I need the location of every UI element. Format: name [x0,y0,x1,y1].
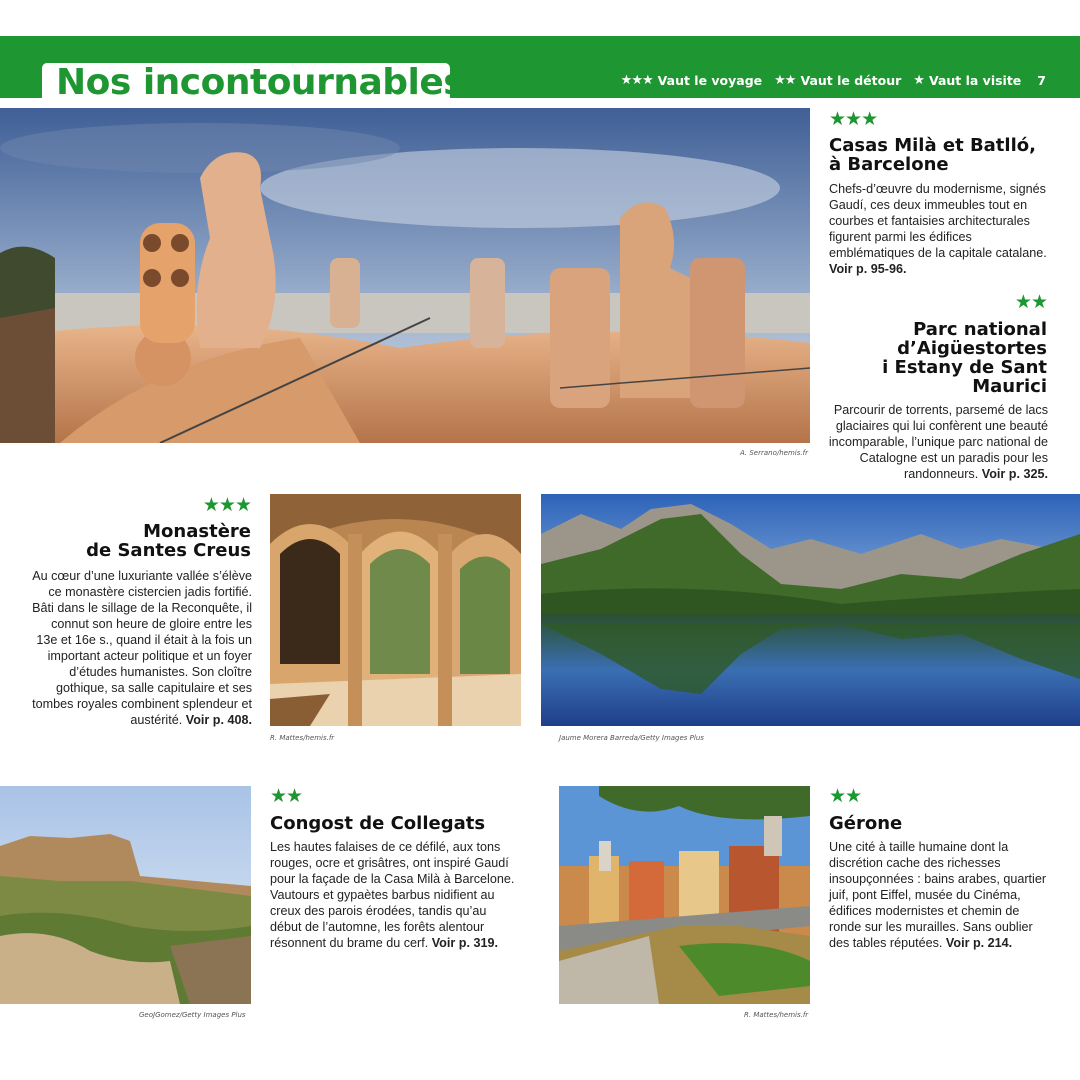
photo-credit-parc: Jaume Morera Barreda/Getty Images Plus [559,734,704,742]
entry-title-santes-line1: Monastère [143,521,251,542]
photo-credit-casa: A. Serrano/hemis.fr [740,449,808,457]
two-stars-icon: ★★ [774,72,796,88]
page-title: Nos incontournables [56,62,465,103]
page-ref-santes: Voir p. 408. [185,713,252,727]
entry-title-santes [30,522,251,560]
rating-stars-parc: ★★ [1014,291,1047,313]
entry-title-gerone: Gérone [829,813,903,834]
page-number: 7 [1037,72,1046,88]
three-stars-icon: ★★★ [620,72,653,88]
entry-desc-congost: Les hautes falaises de ce défilé, aux tons rouges, ocre et grisâtres, ont inspiré Gaudí pour la façade de la Casa Milà à Barcelone. Vautours et gypaètes barbus nidifient au creux des parois érodées, tandis qu’au début de l’automne, les forêts alentour résonnent du brame du cerf. [270,840,515,950]
entry-text-santes [30,568,252,728]
entry-text-gerone [829,839,1051,951]
page-ref-congost: Voir p. 319. [431,936,498,950]
entry-title-parc [829,320,1047,396]
entry-desc-santes: Au cœur d’une luxuriante vallée s’élève ce monastère cistercien jadis fortifié. Bâti dans le sillage de la Reconquête, il connut son heure de gloire entre les 13e et 16e s., quand il était à la fois un important acteur politique et un foyer d’études humanistes. Son cloître gothique, sa salle capitulaire et ses tombes royales combinent splendeur et austérité. [32,569,252,727]
entry-title-casa [829,136,1036,174]
photo-gerone [559,786,810,1004]
rating-stars-congost: ★★ [270,785,303,807]
page-ref-parc: Voir p. 325. [981,467,1048,481]
entry-text-parc [822,402,1048,482]
page-ref-gerone: Voir p. 214. [945,936,1013,950]
photo-credit-congost: GeoJGomez/Getty Images Plus [139,1011,246,1019]
photo-casa-mila [0,108,810,443]
entry-title-parc-line4: Maurici [972,376,1047,397]
entry-desc-gerone: Une cité à taille humaine dont la discrétion cache des richesses insoupçonnées : bains arabes, quartier juif, pont Eiffel, musée du Cinéma, édifices modernistes et chemin de ronde sur les murailles. Sans oublier des tables réputées. [829,840,1047,950]
legend-label-detour: Vaut le détour [800,72,902,88]
entry-title-santes-line2: de Santes Creus [86,540,251,561]
page-ref-casa: Voir p. 95-96. [829,262,907,276]
rating-legend [621,70,1046,90]
rating-stars-casa: ★★★ [829,108,878,130]
photo-aiguestortes-lake [541,494,1080,726]
one-star-icon: ★ [913,72,924,88]
entry-text-casa [829,181,1051,277]
entry-desc-casa: Chefs-d’œuvre du modernisme, signés Gaudí, ces deux immeubles tout en courbes et fantaisies architecturales figurent parmi les édifices emblématiques de la capitale catalane. [829,182,1047,260]
entry-title-parc-line3: i Estany de Sant [882,357,1047,378]
rating-stars-santes: ★★★ [202,494,251,516]
entry-title-parc-line2: d’Aigüestortes [897,338,1047,359]
photo-congost-collegats [0,786,251,1004]
entry-title-casa-line2: à Barcelone [829,154,949,175]
photo-santes-creus-cloister [270,494,521,726]
entry-title-parc-line1: Parc national [913,319,1047,340]
photo-credit-gerone: R. Mattes/hemis.fr [744,1011,809,1019]
rating-stars-gerone: ★★ [829,785,862,807]
entry-title-congost: Congost de Collegats [270,813,486,834]
entry-desc-parc: Parcourir de torrents, parsemé de lacs glaciaires qui lui confèrent une beauté incomparable, l’unique parc national de Catalogne est un paradis pour les randonneurs. [828,403,1048,481]
entry-text-congost [270,839,520,951]
photo-credit-santes: R. Mattes/hemis.fr [270,734,335,742]
legend-label-voyage: Vaut le voyage [657,72,763,88]
entry-title-casa-line1: Casas Milà et Batlló, [829,135,1036,156]
legend-label-visite: Vaut la visite [928,72,1022,88]
